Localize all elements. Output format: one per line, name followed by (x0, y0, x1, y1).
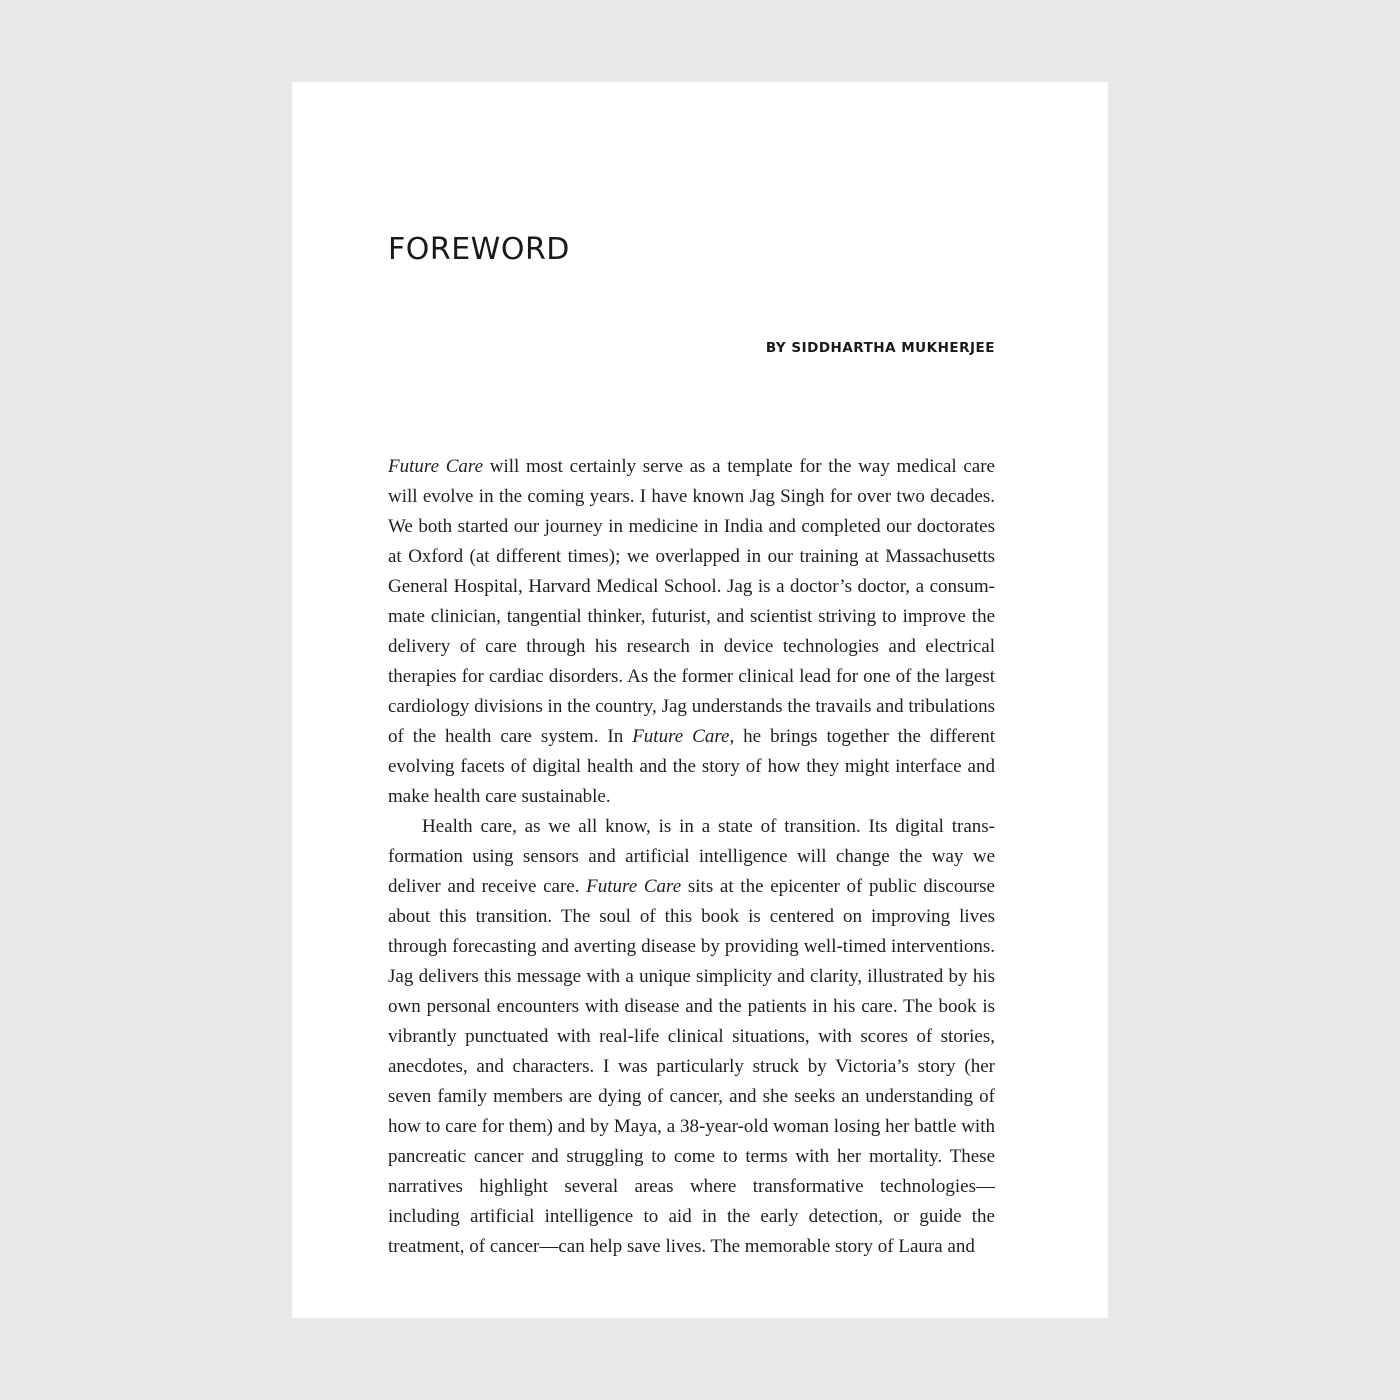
chapter-byline: BY SIDDHARTHA MUKHERJEE (765, 340, 995, 356)
paragraph (388, 452, 995, 812)
paragraph-text: sits at the epicenter of public discourse about this transition. The soul of this book is centered on improving lives through forecasting and averting disease by providing well-timed interventions. Jag delivers this message with a unique simplicity and clarity, illustrated by his own personal encounters with disease and the patients in his care. The book is vibrantly punctuated with real-life clinical situations, with scores of stories, anecdotes, and characters. I was particularly struck by Victoria’s story (her seven family members are dying of cancer, and she seeks an understanding of how to care for them) and by Maya, a 38-year-old woman losing her battle with pancreatic cancer and struggling to come to terms with her mortality. These narratives highlight several areas where transformative technologies—including artificial intelligence to aid in the early detection, or guide the treatment, of cancer—can help save lives. The memorable story of Laura and (388, 876, 995, 1257)
italic-title-text: Future Care, (632, 726, 735, 747)
paragraph-text: will most certainly serve as a template for the way medical care will evolve in the coming years. I have known Jag Singh for over two decades. We both started our journey in medicine in India and completed our doctorates at Oxford (at different times); we overlapped in our training at Massachusetts General Hospital, Harvard Medical School. Jag is a doctor’s doctor, a consummate clinician, tangential thinker, futurist, and scientist striving to improve the delivery of care through his research in device technologies and electrical therapies for cardiac disorders. As the former clinical lead for one of the largest cardiology divisions in the country, Jag understands the travails and tribulations of the health care system. In (388, 456, 995, 747)
paragraph-text: Health care, as we all know, is in a state of transition. Its digital transformation using sensors and artificial intelligence will change the way we deliver and receive care. (388, 816, 995, 897)
paragraph-text: he brings together the different evolving facets of digital health and the story of how they might interface and make health care sustainable. (388, 726, 995, 807)
paragraph (388, 812, 995, 1262)
italic-title-text: Future Care (388, 456, 484, 477)
body-text (388, 452, 995, 1262)
italic-title-text: Future Care (586, 876, 682, 897)
chapter-title: FOREWORD (388, 232, 570, 267)
book-page (292, 82, 1108, 1318)
